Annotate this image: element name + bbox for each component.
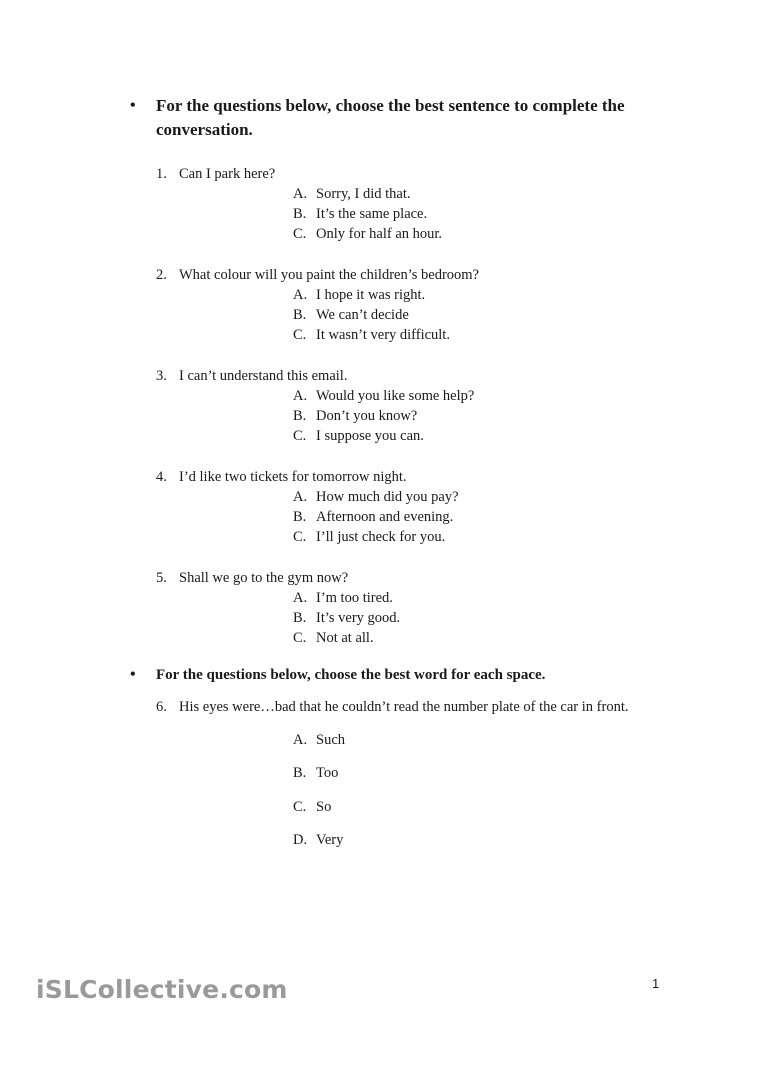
option xyxy=(293,730,345,763)
option-letter: B. xyxy=(293,509,307,526)
option-text: It wasn’t very difficult. xyxy=(316,327,450,344)
option-letter: C. xyxy=(293,529,307,546)
option-letter: A. xyxy=(293,186,308,202)
option xyxy=(293,406,474,426)
option-text: Such xyxy=(316,732,345,748)
question-text: What colour will you paint the children’s bedroom? xyxy=(179,267,479,283)
option-list xyxy=(293,184,442,245)
option-text: It’s very good. xyxy=(316,610,401,627)
option-letter: A. xyxy=(293,287,308,303)
question xyxy=(156,467,407,487)
option-letter: B. xyxy=(293,408,307,425)
option-list xyxy=(293,285,450,346)
option-letter: B. xyxy=(293,307,307,324)
option-letter: B. xyxy=(293,765,307,782)
option xyxy=(293,507,459,527)
option xyxy=(293,386,474,406)
option-text: Only for half an hour. xyxy=(316,226,443,243)
option xyxy=(293,325,450,345)
option-text: Very xyxy=(316,831,344,848)
option-letter: C. xyxy=(293,630,307,647)
option xyxy=(293,184,442,204)
option xyxy=(293,305,450,325)
bullet-icon: • xyxy=(130,666,136,683)
question xyxy=(156,366,347,386)
option-text: Would you like some help? xyxy=(316,388,475,404)
option-letter: A. xyxy=(293,489,308,505)
question xyxy=(156,697,628,717)
option xyxy=(293,426,474,446)
option xyxy=(293,487,459,507)
section-heading-text: For the questions below, choose the best word for each space. xyxy=(156,667,546,683)
question xyxy=(156,568,348,588)
question-number: 6. xyxy=(156,699,167,715)
option xyxy=(293,285,450,305)
option-letter: C. xyxy=(293,428,307,445)
option-text: Don’t you know? xyxy=(316,408,418,425)
bullet-icon: • xyxy=(130,97,136,114)
option-text: I hope it was right. xyxy=(316,287,426,303)
option-list xyxy=(293,588,400,649)
question-text: Shall we go to the gym now? xyxy=(179,570,349,586)
option-text: We can’t decide xyxy=(316,307,409,324)
option-text: I’ll just check for you. xyxy=(316,529,446,546)
option-list xyxy=(293,386,474,447)
option-list xyxy=(293,487,459,548)
option-text: Afternoon and evening. xyxy=(316,509,454,526)
question xyxy=(156,265,479,285)
question-number: 3. xyxy=(156,368,167,384)
option xyxy=(293,797,345,830)
option-letter: D. xyxy=(293,831,308,848)
option-list xyxy=(293,730,345,863)
option xyxy=(293,204,442,224)
option xyxy=(293,830,345,863)
option-text: I’m too tired. xyxy=(316,590,393,606)
question-number: 1. xyxy=(156,166,167,182)
question-number: 4. xyxy=(156,469,167,485)
page-number: 1 xyxy=(652,976,660,991)
option xyxy=(293,224,442,244)
question-text: His eyes were…bad that he couldn’t read the number plate of the car in front. xyxy=(179,699,629,715)
question-text: I’d like two tickets for tomorrow night. xyxy=(179,469,407,485)
option-letter: C. xyxy=(293,327,307,344)
option-letter: C. xyxy=(293,226,307,243)
question xyxy=(156,164,275,184)
option-text: Not at all. xyxy=(316,630,374,647)
option-letter: B. xyxy=(293,206,307,223)
question-number: 5. xyxy=(156,570,167,586)
option xyxy=(293,763,345,796)
option-letter: C. xyxy=(293,798,307,815)
option-text: It’s the same place. xyxy=(316,206,428,223)
option xyxy=(293,608,400,628)
option-text: Too xyxy=(316,765,339,782)
question-text: Can I park here? xyxy=(179,166,276,182)
option-text: Sorry, I did that. xyxy=(316,186,411,202)
question-text: I can’t understand this email. xyxy=(179,368,348,384)
brand-logo-text: iSLCollective.com xyxy=(36,975,288,1004)
option xyxy=(293,588,400,608)
option xyxy=(293,628,400,648)
option xyxy=(293,527,459,547)
option-text: I suppose you can. xyxy=(316,428,424,445)
option-letter: A. xyxy=(293,388,308,404)
option-text: How much did you pay? xyxy=(316,489,459,505)
option-text: So xyxy=(316,798,332,815)
option-letter: A. xyxy=(293,590,308,606)
question-number: 2. xyxy=(156,267,167,283)
option-letter: B. xyxy=(293,610,307,627)
section-heading-text: For the questions below, choose the best sentence to complete the conversation. xyxy=(156,96,625,139)
option-letter: A. xyxy=(293,732,308,748)
